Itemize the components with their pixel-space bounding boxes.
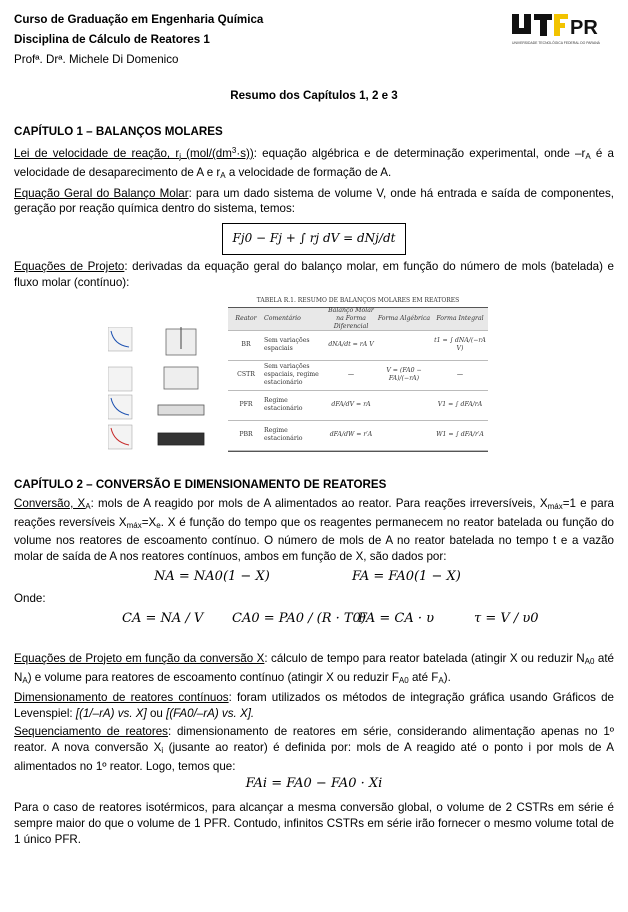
onde-label: Onde: bbox=[14, 591, 46, 605]
equation-na: NA = NA0(1 − X) bbox=[154, 568, 270, 584]
molar-balance-equation: Fj0 − Fj + ∫ rj dV = dNj/dt bbox=[222, 223, 406, 255]
chapter2-paragraph-isothermal: Para o caso de reatores isotérmicos, para alcançar a mesma conversão global, o volume de 2 CSTRs em série é sempre maior do que o volume de 1 PFR. Contudo, infinitos CSTRs em série irão fornecer o mesmo volume total de 1 único PFR. bbox=[14, 801, 614, 846]
equation-ca: CA = NA / V bbox=[122, 610, 204, 626]
chapter2-paragraph-conversion: Conversão, $X_A$: mols de A reagido por mols de A alimentados ao reator. Para reações irreversíveis, $X_{máx}=1$ e para reações reversíveis $X_{máx}=X_e$. X é função do tempo que os reagentes permanecem no reator batelada ou função do volume nos reatores de escoamento contínuo. O número de mols de A no reator batelada no tempo t e a vazão molar de saída de A nos reatores contínuos, ambos em função de X, são dados por: bbox=[14, 496, 615, 564]
table-row: PBR Regime estacionário dFA/dW = r′A W1 = ∫ dFA/r′A bbox=[228, 421, 488, 451]
chapter1-paragraph-balance: Equação Geral do Balanço Molar: para um dado sistema de volume V, onde há entrada e saída de componentes, geração por reação química dentro do sistema, temos: bbox=[14, 186, 614, 216]
reactor-sketches bbox=[108, 327, 214, 451]
table-row: PFR Regime estacionário dFA/dV = rA V1 = ∫ dFA/rA bbox=[228, 391, 488, 421]
definition-equations bbox=[14, 609, 614, 649]
svg-text:UNIVERSIDADE TECNOLÓGICA FEDER: UNIVERSIDADE TECNOLÓGICA FEDERAL DO PARANÁ bbox=[512, 41, 600, 45]
chapter2-heading: CAPÍTULO 2 – CONVERSÃO E DIMENSIONAMENTO DE REATORES bbox=[14, 477, 387, 491]
professor-name: Profª. Drª. Michele Di Domenico bbox=[14, 53, 179, 66]
conversion-equations bbox=[14, 567, 614, 589]
equation-tau: τ = V / υ0 bbox=[474, 610, 539, 626]
discipline-name: Disciplina de Cálculo de Reatores 1 bbox=[14, 33, 210, 46]
chapter2-paragraph-sequencing: Sequenciamento de reatores: dimensionamento de reatores em série, considerando alimentação apenas no 1º reator. A nova conversão $X_i$ (jusante ao reator) é definida por: mols de A reagido até o ponto i por mols de A alimentados no 1º reator. Logo, temos que: bbox=[14, 724, 615, 773]
document-title: Resumo dos Capítulos 1, 2 e 3 bbox=[230, 89, 398, 102]
equation-ca0: CA0 = PA0 / (R · T0) bbox=[232, 610, 366, 626]
svg-text:PR: PR bbox=[570, 17, 598, 39]
chapter1-paragraph-design: Equações de Projeto: derivadas da equação geral do balanço molar, em função do número de mols (batelada) e fluxo molar (contínuo): bbox=[14, 260, 615, 289]
chapter2-paragraph-design-x: Equações de Projeto em função da conversão X: cálculo de tempo para reator batelada (atingir X ou reduzir $N_{A0}$ até $N_A$) e volume para reatores de escoamento contínuo (atingir X ou reduzir $F_{A0}$ até $F_A$). bbox=[14, 651, 615, 685]
chapter1-paragraph-rate-law: Lei de velocidade de reação, $r_j$ $(mol/(dm^3\cdot s))$: equação algébrica e de determinação experimental, onde $-r_A$ é a velocidade de desaparecimento de A e $r_A$ a velocidade de formação de A. bbox=[14, 146, 615, 180]
reactor-balance-table bbox=[228, 297, 488, 453]
reactor-summary-figure bbox=[14, 297, 614, 457]
table-row: BR Sem variações espaciais dNA/dt = rA V t1 = ∫ dNA/(−rA V) bbox=[228, 331, 488, 361]
chapter2-paragraph-sizing: Dimensionamento de reatores contínuos: foram utilizados os métodos de integração gráfica usando Gráficos de Levenspiel: [(1/–rA) vs. X] ou [(FA0/–rA) vs. X]. bbox=[14, 691, 614, 721]
equation-fa: FA = FA0(1 − X) bbox=[352, 568, 461, 584]
table-header-row: Reator Comentário Balanço Molar na Forma Diferencial Forma Algébrica Forma Integral bbox=[228, 308, 488, 331]
course-name: Curso de Graduação em Engenharia Química bbox=[14, 13, 264, 26]
equation-fa-flow: FA = CA · υ bbox=[358, 610, 435, 626]
equation-fai: FAi = FA0 − FA0 · Xi bbox=[245, 776, 383, 792]
table-caption: TABELA R.1. RESUMO DE BALANÇOS MOLARES EM REATORES bbox=[256, 296, 460, 304]
table-row: CSTR Sem variações espaciais, regime estacionário — V = (FA0 − FA)/(−rA) — bbox=[228, 361, 488, 391]
chapter1-heading: CAPÍTULO 1 – BALANÇOS MOLARES bbox=[14, 125, 223, 138]
